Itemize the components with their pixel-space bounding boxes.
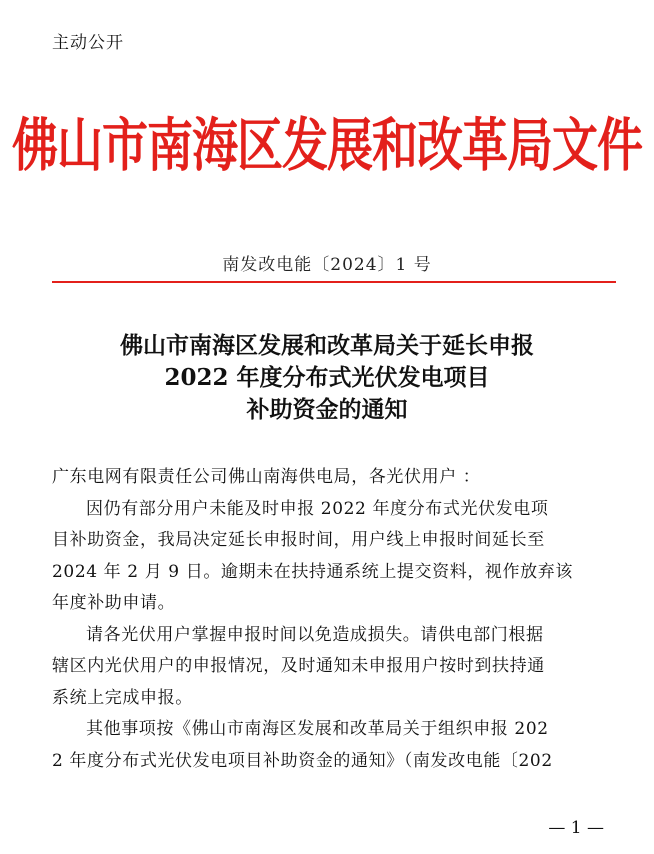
salutation: 广东电网有限责任公司佛山南海供电局，各光伏用户 ： [52, 467, 481, 487]
body-line: 年度补助申请。 [52, 593, 176, 613]
notice-title-line: 补助资金的通知 [246, 396, 408, 423]
body-line: 系统上完成申报。 [52, 687, 193, 708]
document-number: 南发改电能〔2024〕1 号 [222, 255, 432, 275]
notice-title [0, 330, 654, 426]
notice-body [52, 462, 616, 777]
issuer-title: 佛山市南海区发展和改革局文件 [12, 111, 642, 179]
body-paragraph [52, 494, 616, 620]
disclosure-label: 主动公开 [52, 33, 124, 53]
body-line: 2024 年 2 月 9 日。逾期未在扶持通系统上提交资料，视作放弃该 [52, 561, 573, 582]
body-line: 因仍有部分用户未能及时申报 2022 年度分布式光伏发电项 [86, 498, 549, 519]
notice-title-line: 2022 年度分布式光伏发电项目 [164, 364, 490, 391]
notice-title-line: 佛山市南海区发展和改革局关于延长申报 [120, 332, 534, 359]
body-line: 请各光伏用户掌握申报时间以免造成损失。请供电部门根据 [86, 624, 544, 645]
body-line: 目补助资金，我局决定延长申报时间，用户线上申报时间延长至 [52, 530, 545, 550]
body-paragraph [52, 620, 616, 715]
body-paragraph [52, 714, 616, 777]
red-divider [52, 281, 616, 283]
page-number: — 1 — [548, 818, 604, 838]
body-line: 2 年度分布式光伏发电项目补助资金的通知》（南发改电能〔202 [52, 750, 553, 771]
body-line: 其他事项按《佛山市南海区发展和改革局关于组织申报 202 [86, 719, 549, 739]
body-line: 辖区内光伏用户的申报情况，及时通知未申报用户按时到扶持通 [52, 656, 545, 676]
